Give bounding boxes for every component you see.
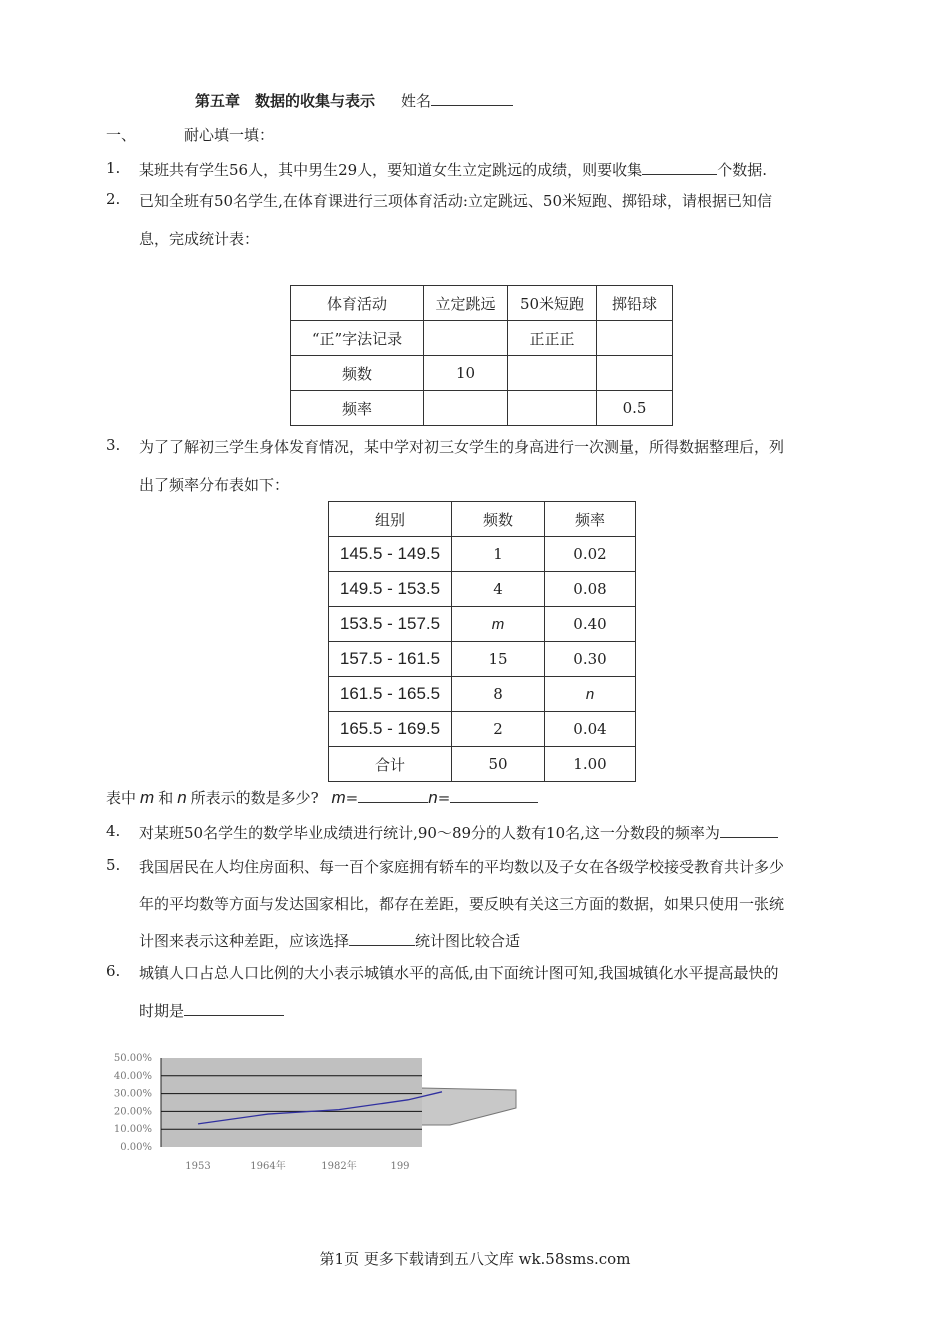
x-tick-label: 1982年 <box>321 1161 357 1172</box>
q3-line2: 出了频率分布表如下： <box>139 476 290 494</box>
table-total-row <box>329 747 636 782</box>
chart-plot-area <box>161 1058 422 1147</box>
table-row <box>291 321 673 356</box>
n-eq-label: n <box>428 788 438 807</box>
q4-number: 4. <box>106 822 121 840</box>
eq-sign: = <box>437 789 451 807</box>
section-title: 耐心填一填： <box>184 126 275 144</box>
table-cell[interactable] <box>508 391 597 426</box>
name-label: 姓名 <box>401 92 432 110</box>
table-cell: 2 <box>452 712 545 747</box>
q5-line2: 年的平均数等方面与发达国家相比，都存在差距，要反映有关这三方面的数据，如果只使用一张统 <box>139 895 785 913</box>
var-n: n <box>177 788 187 807</box>
table-cell: 1.00 <box>545 747 636 782</box>
table-header: 体育活动 <box>291 286 424 321</box>
table-row <box>329 642 636 677</box>
table-cell[interactable] <box>424 391 508 426</box>
name-blank[interactable] <box>431 91 513 106</box>
table-cell: 0.04 <box>545 712 636 747</box>
q3-question-mid: 所表示的数是多少? <box>190 789 319 807</box>
q6-line2-text: 时期是 <box>139 1002 185 1020</box>
table-row <box>329 677 636 712</box>
q6-line2 <box>139 1000 284 1021</box>
table-cell: 10 <box>424 356 508 391</box>
y-tick-label: 10.00% <box>113 1124 152 1136</box>
q3-question <box>106 787 538 808</box>
urbanization-chart <box>100 1050 530 1180</box>
table-cell: 4 <box>452 572 545 607</box>
table-header-row <box>291 286 673 321</box>
table-cell-n: n <box>545 677 636 712</box>
y-tick-label: 40.00% <box>113 1070 152 1082</box>
table-cell: 165.5 - 169.5 <box>329 712 452 747</box>
q3-line1: 为了了解初三学生身体发育情况，某中学对初三女学生的身高进行一次测量，所得数据整理后，列 <box>139 438 785 456</box>
table-cell: 1 <box>452 537 545 572</box>
table-row <box>329 572 636 607</box>
table-cell[interactable] <box>597 321 673 356</box>
x-tick-label: 199 <box>390 1161 410 1172</box>
table-header: 频率 <box>545 502 636 537</box>
table-row <box>329 607 636 642</box>
q5-number: 5. <box>106 856 121 874</box>
q5-line3-before: 计图来表示这种差距，应该选择 <box>139 932 350 950</box>
q4-text: 对某班50名学生的数学毕业成绩进行统计,90～89分的人数有10名,这一分数段的频率为 <box>139 824 720 842</box>
table-row <box>291 391 673 426</box>
table-header: 立定跳远 <box>424 286 508 321</box>
q5-line3-after: 统计图比较合适 <box>415 932 521 950</box>
table-header: 组别 <box>329 502 452 537</box>
table-cell: 145.5 - 149.5 <box>329 537 452 572</box>
m-eq-label: m <box>331 788 346 807</box>
q6-line1: 城镇人口占总人口比例的大小表示城镇水平的高低,由下面统计图可知,我国城镇化水平提高最快的 <box>139 964 779 982</box>
table-cell: 153.5 - 157.5 <box>329 607 452 642</box>
q3-and: 和 <box>158 789 174 807</box>
x-tick-label: 1953 <box>185 1161 211 1172</box>
n-answer-blank[interactable] <box>450 788 538 803</box>
chapter-title: 第五章 数据的收集与表示 <box>195 92 376 110</box>
q2-line2: 息，完成统计表： <box>139 230 260 248</box>
q1-text-after: 个数据. <box>717 161 767 179</box>
sports-table <box>290 285 673 426</box>
page-title <box>195 90 513 111</box>
table-cell-m: m <box>452 607 545 642</box>
q6-number: 6. <box>106 962 121 980</box>
section-heading <box>106 124 274 145</box>
q1-text <box>139 159 767 180</box>
table-row <box>291 356 673 391</box>
table-cell[interactable] <box>508 356 597 391</box>
table-header-row <box>329 502 636 537</box>
table-row <box>329 537 636 572</box>
table-cell: 0.08 <box>545 572 636 607</box>
q5-line3 <box>139 930 520 951</box>
table-cell: 8 <box>452 677 545 712</box>
table-cell: 0.5 <box>597 391 673 426</box>
q3-question-prefix: 表中 <box>106 789 137 807</box>
table-cell: 149.5 - 153.5 <box>329 572 452 607</box>
table-cell: “正”字法记录 <box>291 321 424 356</box>
table-cell: 频数 <box>291 356 424 391</box>
page-footer: 第1页 更多下载请到五八文库 wk.58sms.com <box>319 1250 631 1268</box>
q1-number: 1. <box>106 159 121 177</box>
frequency-table <box>328 501 636 782</box>
section-number: 一、 <box>106 126 137 144</box>
y-tick-label: 0.00% <box>120 1142 152 1153</box>
table-cell: 161.5 - 165.5 <box>329 677 452 712</box>
eq-sign: = <box>345 789 359 807</box>
q5-line1: 我国居民在人均住房面积、每一百个家庭拥有轿车的平均数以及子女在各级学校接受教育共计多少 <box>139 858 785 876</box>
q6-blank[interactable] <box>184 1001 284 1016</box>
y-tick-label: 30.00% <box>113 1088 152 1100</box>
table-header: 50米短跑 <box>508 286 597 321</box>
table-cell: 15 <box>452 642 545 677</box>
table-header: 掷铅球 <box>597 286 673 321</box>
q1-blank[interactable] <box>642 160 717 175</box>
table-header: 频数 <box>452 502 545 537</box>
table-cell: 0.02 <box>545 537 636 572</box>
y-tick-label: 20.00% <box>113 1106 152 1118</box>
q4-blank[interactable] <box>720 823 778 838</box>
table-cell: 正正正 <box>508 321 597 356</box>
y-tick-label: 50.00% <box>113 1053 152 1064</box>
q3-number: 3. <box>106 436 121 454</box>
q5-blank[interactable] <box>349 931 415 946</box>
m-answer-blank[interactable] <box>358 788 428 803</box>
table-cell[interactable] <box>424 321 508 356</box>
q1-text-before: 某班共有学生56人，其中男生29人，要知道女生立定跳远的成绩，则要收集 <box>139 161 643 179</box>
table-cell: 0.40 <box>545 607 636 642</box>
table-cell: 0.30 <box>545 642 636 677</box>
table-cell: 157.5 - 161.5 <box>329 642 452 677</box>
table-cell: 合计 <box>329 747 452 782</box>
q2-line1: 已知全班有50名学生,在体育课进行三项体育活动:立定跳远、50米短跑、掷铅球，请根据已知信 <box>139 192 772 210</box>
table-cell: 频率 <box>291 391 424 426</box>
table-cell[interactable] <box>597 356 673 391</box>
table-row <box>329 712 636 747</box>
var-m: m <box>140 788 155 807</box>
x-tick-label: 1964年 <box>250 1161 286 1172</box>
q2-number: 2. <box>106 190 121 208</box>
table-cell: 50 <box>452 747 545 782</box>
q4-line <box>139 822 778 843</box>
